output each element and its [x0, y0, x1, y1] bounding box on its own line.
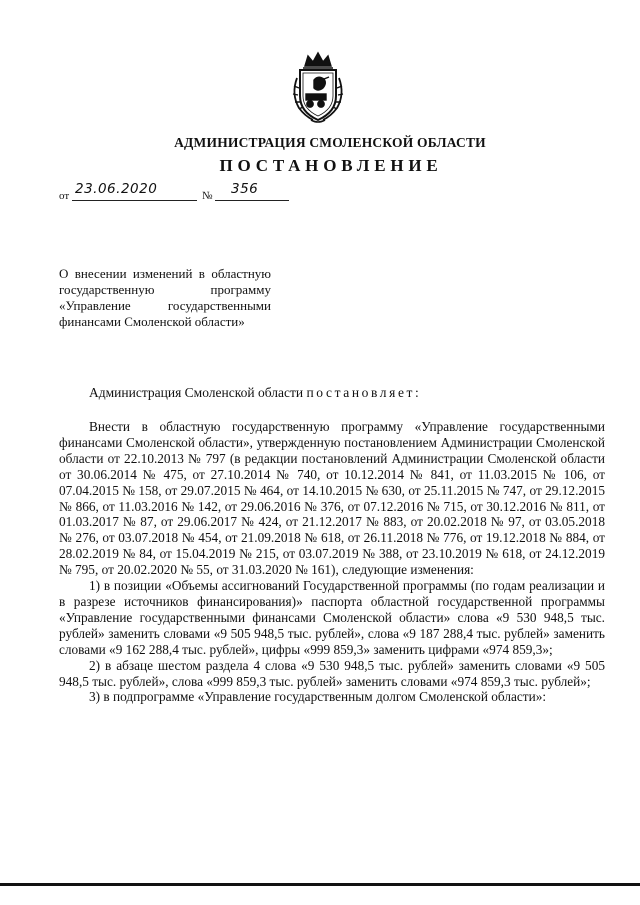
resolution-verb: постановляет:: [306, 385, 422, 400]
body-paragraph: 3) в подпрограмме «Управление государственным долгом Смоленской области»:: [89, 689, 547, 705]
scan-bottom-border: [0, 883, 640, 886]
document-body: [59, 419, 605, 705]
handwritten-number: 356: [231, 181, 259, 197]
number-underline: [215, 200, 289, 201]
date-underline: [72, 200, 197, 201]
date-prefix-label: от: [59, 190, 70, 202]
coat-of-arms-emblem: [287, 50, 349, 124]
handwritten-date: 23.06.2020: [75, 181, 158, 197]
organization-name: АДМИНИСТРАЦИЯ СМОЛЕНСКОЙ ОБЛАСТИ: [174, 135, 486, 150]
resolution-line: [89, 385, 421, 401]
document-subject: О внесении изменений в областную государственную программу «Управление государственными финансами Смоленской области»: [59, 266, 271, 329]
body-paragraph: 1) в позиции «Объемы ассигнований Государственной программы (по годам реализации и в разрезе источников финансирования)» паспорта областной государственной программы «Управление государственными финансами Смоленской области» слова «9 530 948,5 тыс. рублей» заменить словами «9 505 948,5 тыс. рублей», слова «9 187 288,4 тыс. рублей» заменить словами «9 162 288,4 тыс. рублей», цифры «999 859,3» заменить цифрами «974 859,3»;: [59, 578, 605, 657]
body-paragraph: 2) в абзаце шестом раздела 4 слова «9 530 948,5 тыс. рублей» заменить словами «9 505 948,5 тыс. рублей», слова «999 859,3 тыс. рублей» заменить словами «974 859,3 тыс. рублей»;: [59, 657, 605, 689]
document-type-title: ПОСТАНОВЛЕНИЕ: [219, 156, 443, 175]
body-paragraph: Внести в областную государственную программу «Управление государственными финансами Смоленской области», утвержденную постановлением Администрации Смоленской области от 22.10.2013 № 797 (в редакции постановлений Администрации Смоленской области от 30.06.2014 № 475, от 27.10.2014 № 740, от 10.12.2014 № 841, от 11.03.2015 № 106, от 07.04.2015 № 158, от 29.07.2015 № 464, от 14.10.2015 № 630, от 25.11.2015 № 747, от 29.12.2015 № 866, от 11.03.2016 № 142, от 29.06.2016 № 376, от 07.12.2016 № 715, от 30.12.2016 № 811, от 01.03.2017 № 87, от 29.06.2017 № 424, от 21.12.2017 № 883, от 20.02.2018 № 97, от 03.05.2018 № 276, от 03.07.2018 № 454, от 21.09.2018 № 618, от 26.11.2018 № 776, от 19.12.2018 № 884, от 28.02.2019 № 84, от 15.04.2019 № 215, от 03.07.2019 № 388, от 23.10.2019 № 618, от 24.12.2019 № 795, от 20.02.2020 № 55, от 31.03.2020 № 161), следующие изменения:: [59, 419, 605, 578]
number-label: №: [202, 190, 213, 202]
resolution-prefix: Администрация Смоленской области: [89, 385, 304, 400]
